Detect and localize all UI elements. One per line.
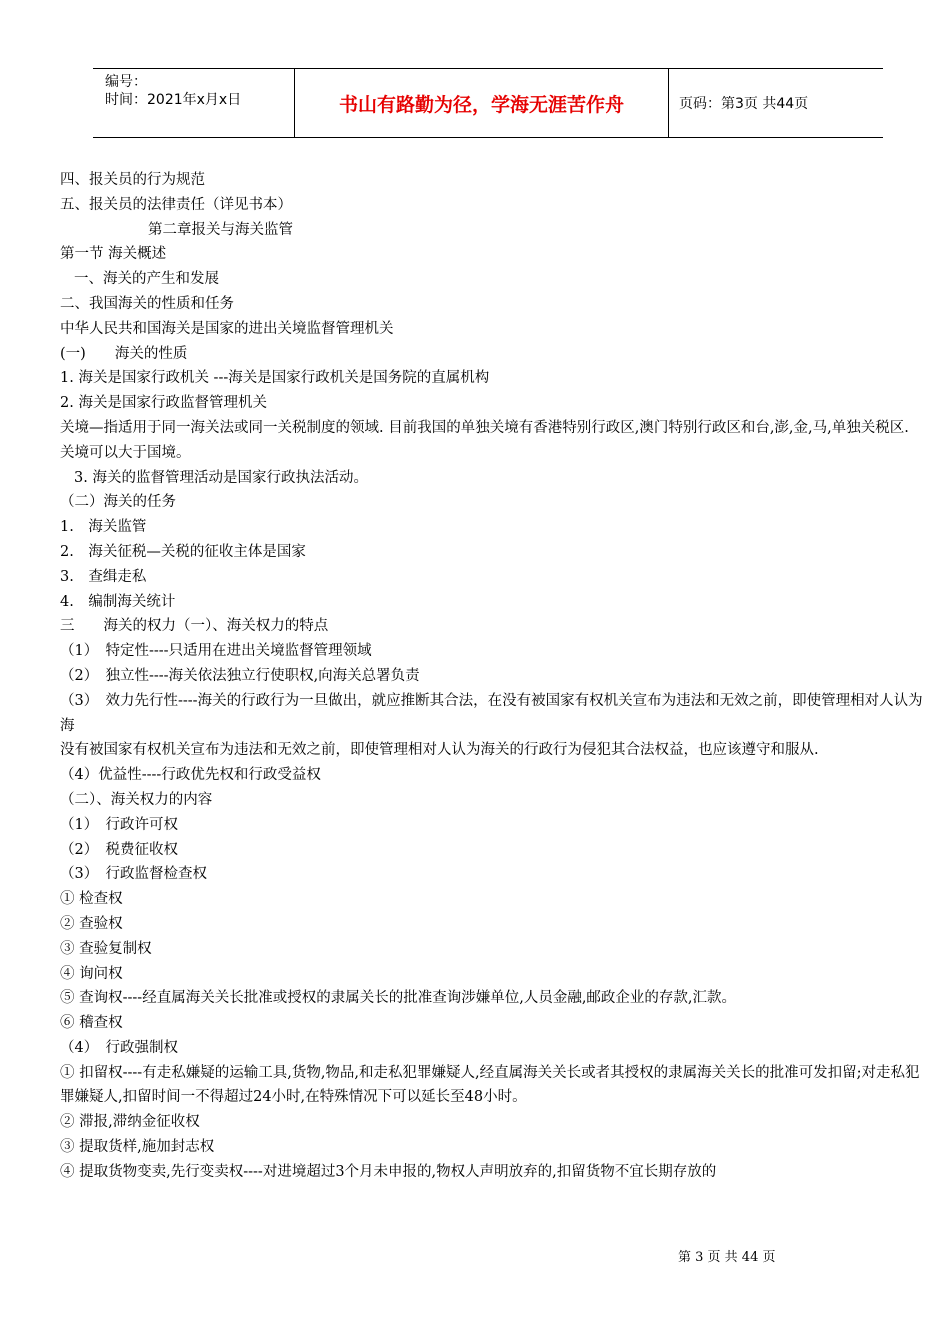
- header-info-cell: [93, 69, 295, 137]
- text-line: （二）海关的任务: [60, 494, 176, 511]
- list-item: 4. 编制海关统计: [60, 593, 176, 610]
- text-line: 二、我国海关的性质和任务: [60, 295, 234, 312]
- page-footer: 第 3 页 共 44 页: [678, 1250, 776, 1265]
- list-item: ⑥ 稽查权: [60, 1015, 123, 1032]
- list-item: ③ 查验复制权: [60, 940, 152, 957]
- header-page-label: 页码：第3页 共44页: [679, 96, 809, 112]
- text-paragraph: 没有被国家有权机关宣布为违法和无效之前，即使管理相对人认为海关的行政行为侵犯其合法权益，也应该遵守和服从.: [60, 742, 819, 759]
- text-paragraph: ① 扣留权----有走私嫌疑的运输工具,货物,物品,和走私犯罪嫌疑人,经直属海关关长或者其授权的隶属海关关长的批准可发扣留;对走私犯罪嫌疑人,扣留时间一不得超过24小时,在特殊情况下可以延长至48小时。: [60, 1064, 920, 1106]
- text-line: 中华人民共和国海关是国家的进出关境监督管理机关: [60, 320, 394, 337]
- list-item: （2） 税费征收权: [60, 841, 178, 858]
- text-line: 五、报关员的法律责任（详见书本）: [60, 196, 292, 213]
- chapter-title: 第二章报关与海关监管: [148, 221, 293, 238]
- list-item: ④ 询问权: [60, 965, 123, 982]
- text-line: 1. 海关是国家行政机关 ---海关是国家行政机关是国务院的直属机构: [60, 370, 490, 387]
- text-line: 三 海关的权力（一）、海关权力的特点: [60, 618, 329, 635]
- text-line: 四、报关员的行为规范: [60, 172, 205, 188]
- header-motto: 书山有路勤为径，学海无涯苦作舟: [295, 69, 669, 137]
- text-line: （二）、海关权力的内容: [60, 791, 213, 808]
- header-table: [93, 68, 883, 138]
- text-paragraph: （3） 效力先行性----海关的行政行为一旦做出，就应推断其合法，在没有被国家有权机关宣布为违法和无效之前，即使管理相对人认为海: [60, 692, 923, 734]
- text-line: (一) 海关的性质: [60, 345, 188, 362]
- section-title: 第一节 海关概述: [60, 246, 167, 263]
- text-line: 关境可以大于国境。: [60, 444, 191, 461]
- text-line: 一、海关的产生和发展: [74, 271, 219, 288]
- list-item: ④ 提取货物变卖,先行变卖权----对进境超过3个月未申报的,物权人声明放弃的,扣留货物不宜长期存放的: [60, 1163, 717, 1180]
- list-item: ① 检查权: [60, 891, 123, 908]
- list-item: （1） 特定性----只适用在进出关境监督管理领域: [60, 643, 372, 660]
- list-item: 1. 海关监管: [60, 519, 147, 536]
- document-body: [60, 168, 926, 1185]
- list-item: 3. 查缉走私: [60, 568, 147, 585]
- list-item: （3） 行政监督检查权: [60, 866, 207, 883]
- list-item: （2） 独立性----海关依法独立行使职权,向海关总署负责: [60, 667, 420, 684]
- list-item: （1） 行政许可权: [60, 816, 178, 833]
- list-item: ② 滞报,滞纳金征收权: [60, 1114, 200, 1131]
- list-item: 2. 海关征税—关税的征收主体是国家: [60, 543, 306, 560]
- document-time-label: 时间：2021年x月x日: [105, 92, 242, 108]
- list-item: ⑤ 查询权----经直属海关关长批准或授权的隶属关长的批准查询涉嫌单位,人员金融,邮政企业的存款,汇款。: [60, 990, 737, 1007]
- text-line: 3. 海关的监督管理活动是国家行政执法活动。: [74, 469, 368, 486]
- text-line: 2. 海关是国家行政监督管理机关: [60, 395, 267, 412]
- list-item: ② 查验权: [60, 915, 123, 932]
- text-paragraph: 关境—指适用于同一海关法或同一关税制度的领域. 目前我国的单独关境有香港特别行政区,澳门特别行政区和台,澎,金,马,单独关税区.: [60, 419, 909, 436]
- list-item: （4）优益性----行政优先权和行政受益权: [60, 767, 321, 784]
- list-item: （4） 行政强制权: [60, 1039, 178, 1056]
- list-item: ③ 提取货样,施加封志权: [60, 1139, 215, 1156]
- document-number-label: 编号：: [105, 74, 147, 90]
